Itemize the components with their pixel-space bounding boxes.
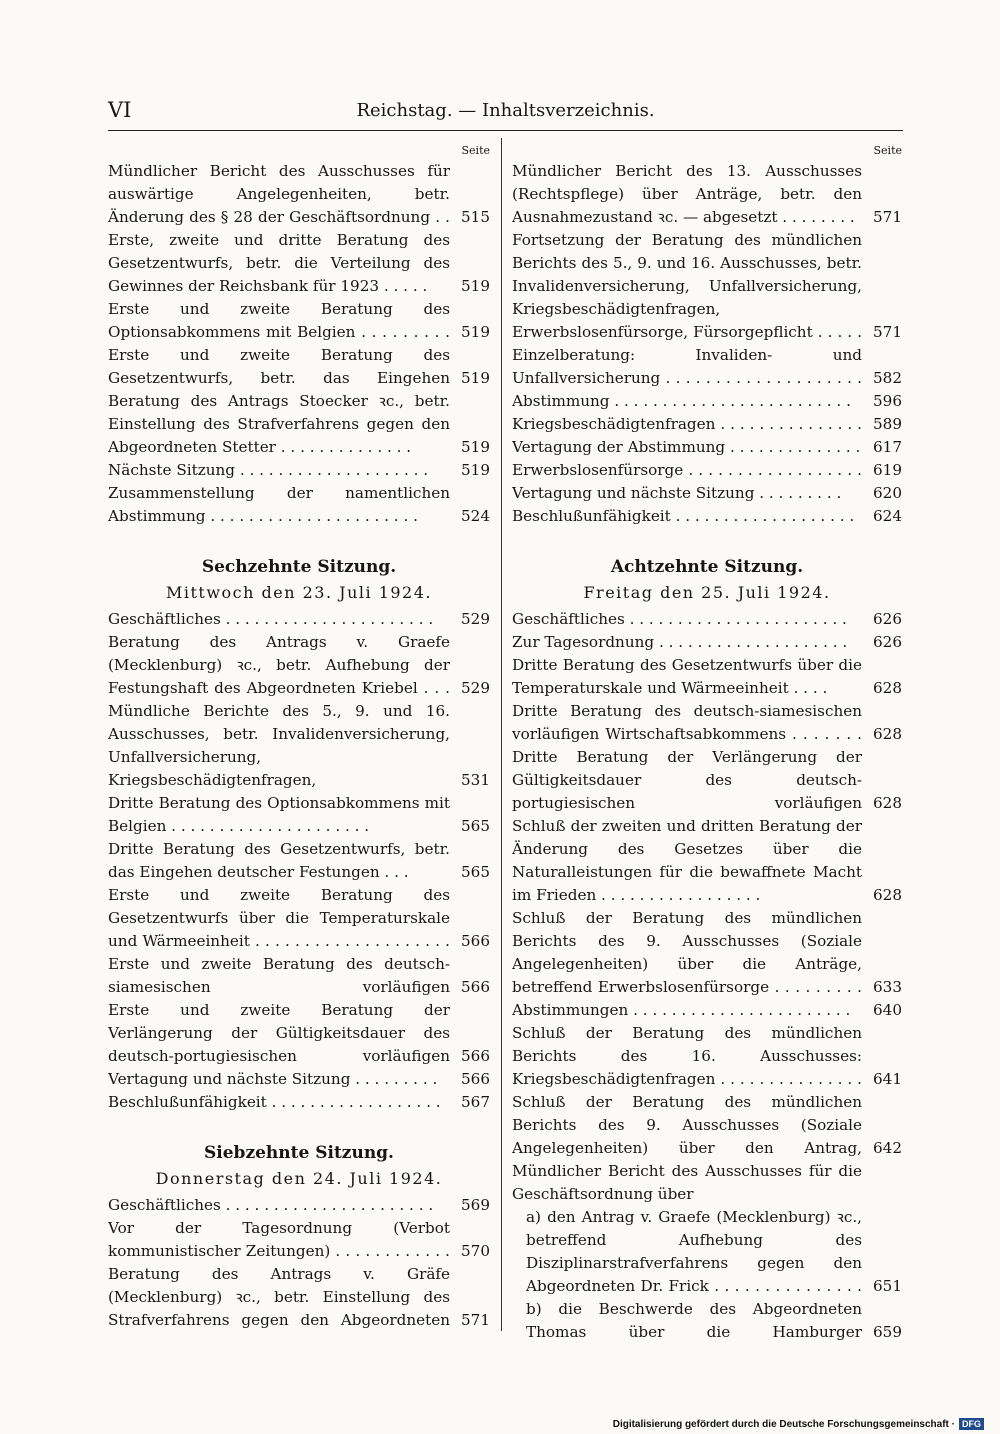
page-ref: 589 xyxy=(873,415,902,433)
page-ref: 565 xyxy=(461,817,490,835)
toc-entry xyxy=(512,631,902,654)
running-title: Reichstag. — Inhaltsverzeichnis. xyxy=(356,100,655,121)
entry-title: Erste und zweite Beratung des Gesetzentwurfs, betr. das Eingehen xyxy=(108,346,450,387)
page-ref: 620 xyxy=(873,484,902,502)
page-ref: 566 xyxy=(461,932,490,950)
page-ref: 619 xyxy=(873,461,902,479)
session-title: Siebzehnte Sitzung. xyxy=(204,1143,394,1163)
toc-entry xyxy=(108,838,490,884)
entry-title: Schluß der Beratung des mündlichen Berichts des 9. Ausschusses (Soziale Angelegenheiten) über die Anträge, betreffend Erwerbslosenfürsorge . . . . . . . . . xyxy=(512,909,862,996)
toc-entry xyxy=(108,631,490,700)
entry-title: Schluß der Beratung des mündlichen Berichts des 9. Ausschusses (Soziale Angelegenheiten) über den Antrag, xyxy=(512,1093,862,1157)
entry-text xyxy=(512,390,862,413)
toc-entry xyxy=(512,700,902,746)
page-ref: 566 xyxy=(461,1070,490,1088)
toc-entry xyxy=(512,1206,902,1298)
entry-title: Erste und zweite Beratung der Verlängerung der Gültigkeitsdauer des deutsch-portugiesischen vorläufigen xyxy=(108,1001,450,1065)
page-ref: 626 xyxy=(873,633,902,651)
toc-entry xyxy=(512,160,902,229)
entry-title: Erste und zweite Beratung des deutsch-siamesischen vorläufigen xyxy=(108,955,450,996)
entry-title: Vertagung und nächste Sitzung . . . . . . . . . xyxy=(512,484,842,502)
entry-text xyxy=(108,884,450,953)
entry-title: Dritte Beratung des Gesetzentwurfs, betr. das Eingehen deutscher Festungen . . . xyxy=(108,840,450,881)
page-ref: 642 xyxy=(873,1139,902,1157)
entry-text xyxy=(512,746,862,815)
section-gap xyxy=(108,528,490,554)
entry-title: Beratung des Antrags v. Gräfe (Mecklenburg) ꝛc., betr. Einstellung des Strafverfahrens gegen den Abgeordneten xyxy=(108,1265,450,1329)
right-column xyxy=(512,142,902,1344)
toc-entry xyxy=(512,344,902,390)
entry-title: Erste und zweite Beratung des Optionsabkommens mit Belgien . . . . . . . . . xyxy=(108,300,450,341)
entry-text xyxy=(108,631,450,700)
toc-entry xyxy=(108,298,490,344)
page-ref: 628 xyxy=(873,679,902,697)
toc-entry xyxy=(108,953,490,999)
entry-title: den Antrag v. Graefe (Mecklenburg) ꝛc., betreffend Aufhebung des Disziplinarstrafverfahrens gegen den Abgeordneten Dr. Frick . . . . . . . . . . . . . . . xyxy=(526,1208,862,1295)
column-divider xyxy=(501,138,502,1331)
toc-entry xyxy=(512,999,902,1022)
entry-title: Dritte Beratung des deutsch-siamesischen vorläufigen Wirtschaftsabkommens . . . . . . . xyxy=(512,702,862,743)
entry-text xyxy=(512,815,862,907)
page-ref: 531 xyxy=(461,771,490,789)
page-ref: 596 xyxy=(873,392,902,410)
page-ref: 566 xyxy=(461,978,490,996)
entry-text xyxy=(512,700,862,746)
entry-text xyxy=(108,229,450,298)
entry-title: die Beschwerde des Abgeordneten Thomas über die Hamburger xyxy=(526,1300,862,1341)
entry-text xyxy=(512,907,862,999)
entry-title: Schluß der zweiten und dritten Beratung der Änderung des Gesetzes über die Naturalleistungen für die bewaffnete Macht im Frieden . . . . . . . . . . . . . . . . . xyxy=(512,817,862,904)
entry-title: Vertagung der Abstimmung . . . . . . . . . . . . . . xyxy=(512,438,861,456)
entry-text xyxy=(512,654,862,700)
header-rule xyxy=(108,130,903,131)
page-ref: 659 xyxy=(873,1323,902,1341)
toc-entry xyxy=(108,482,490,528)
entry-title: Beratung des Antrags v. Graefe (Mecklenburg) ꝛc., betr. Aufhebung der Festungshaft des Abgeordneten Kriebel . . . xyxy=(108,633,450,697)
entry-text xyxy=(108,1217,450,1263)
page-ref: 628 xyxy=(873,725,902,743)
page-ref: 626 xyxy=(873,610,902,628)
entry-text xyxy=(108,1263,450,1332)
entry-text xyxy=(108,1194,450,1217)
toc-entry xyxy=(512,608,902,631)
session-title: Achtzehnte Sitzung. xyxy=(610,557,804,577)
entry-text xyxy=(108,160,450,229)
page-ref: 519 xyxy=(461,323,490,341)
toc-entry xyxy=(108,608,490,631)
page-header xyxy=(108,98,903,128)
entry-title: Geschäftliches . . . . . . . . . . . . . . . . . . . . . . xyxy=(108,1196,434,1214)
page-ref: 519 xyxy=(461,461,490,479)
entry-text xyxy=(108,298,450,344)
entry-title: Beschlußunfähigkeit . . . . . . . . . . . . . . . . . . . xyxy=(512,507,855,525)
page-ref: 628 xyxy=(873,886,902,904)
entry-text xyxy=(512,1091,862,1160)
entry-title: Geschäftliches . . . . . . . . . . . . . . . . . . . . . . . xyxy=(512,610,847,628)
toc-entry xyxy=(512,1091,902,1160)
page-ref: 617 xyxy=(873,438,902,456)
page-ref: 524 xyxy=(461,507,490,525)
toc-entry xyxy=(512,1298,902,1344)
toc-entry xyxy=(108,344,490,390)
page-ref: 571 xyxy=(461,1311,490,1329)
entry-text xyxy=(108,344,450,390)
toc-entry xyxy=(512,1022,902,1091)
page-ref: 569 xyxy=(461,1196,490,1214)
session-date: Mittwoch den 23. Juli 1924. xyxy=(165,583,432,602)
toc-entry xyxy=(108,160,490,229)
entry-title: Zusammenstellung der namentlichen Abstimmung . . . . . . . . . . . . . . . . . . . . . . xyxy=(108,484,450,525)
toc-entry xyxy=(512,815,902,907)
entry-title: Erste, zweite und dritte Beratung des Gesetzentwurfs, betr. die Verteilung des Gewinnes der Reichsbank für 1923 . . . . . xyxy=(108,231,450,295)
entry-text xyxy=(108,999,450,1068)
page-ref: 651 xyxy=(873,1277,902,1295)
session-date: Freitag den 25. Juli 1924. xyxy=(583,583,831,602)
entry-label: b) xyxy=(526,1300,559,1318)
entry-text xyxy=(512,344,862,390)
page-ref: 519 xyxy=(461,369,490,387)
entry-text xyxy=(108,1068,450,1091)
toc-entry xyxy=(512,459,902,482)
toc-entry xyxy=(108,700,490,792)
page-ref: 529 xyxy=(461,610,490,628)
toc-entry xyxy=(512,390,902,413)
toc-entry xyxy=(108,1194,490,1217)
toc-entry xyxy=(512,413,902,436)
toc-entry xyxy=(108,390,490,459)
entry-text xyxy=(108,838,450,884)
entry-text xyxy=(512,505,862,528)
entry-title: Geschäftliches . . . . . . . . . . . . . . . . . . . . . . xyxy=(108,610,434,628)
entry-title: Kriegsbeschädigtenfragen . . . . . . . . . . . . . . . xyxy=(512,415,862,433)
entry-title: Vor der Tagesordnung (Verbot kommunistischer Zeitungen) . . . . . . . . . . . . xyxy=(108,1219,450,1260)
toc-entry xyxy=(108,459,490,482)
session-date: Donnerstag den 24. Juli 1924. xyxy=(155,1169,443,1188)
toc-entry xyxy=(108,1068,490,1091)
entry-title: Mündlicher Bericht des Ausschusses für die Geschäftsordnung über xyxy=(512,1162,862,1203)
entry-title: Dritte Beratung des Gesetzentwurfs über die Temperaturskale und Wärmeeinheit . . . . xyxy=(512,656,862,697)
entry-title: Erste und zweite Beratung des Gesetzentwurfs über die Temperaturskale und Wärmeeinheit . . . . . . . . . . . . . . . . . . . . xyxy=(108,886,450,950)
entry-text xyxy=(512,160,862,229)
entry-text xyxy=(108,700,450,792)
toc-entry xyxy=(108,1263,490,1332)
entry-text xyxy=(108,482,450,528)
toc-entry xyxy=(108,1217,490,1263)
entry-text xyxy=(108,459,450,482)
entry-text xyxy=(108,608,450,631)
entry-title: Zur Tagesordnung . . . . . . . . . . . . . . . . . . . . xyxy=(512,633,848,651)
entry-title: Abstimmung . . . . . . . . . . . . . . . . . . . . . . . . . xyxy=(512,392,851,410)
entry-text xyxy=(512,608,862,631)
entry-title: Fortsetzung der Beratung des mündlichen Berichts des 5., 9. und 16. Ausschusses, betr. Invalidenversicherung, Unfallversicherung, Kriegsbeschädigtenfragen, Erwerbslosenfürsorge, Fürsorgepflicht . . . . . xyxy=(512,231,862,341)
toc-entry xyxy=(108,229,490,298)
entry-title: Mündlicher Bericht des Ausschusses für auswärtige Angelegenheiten, betr. Änderung des § 28 der Geschäftsordnung . . xyxy=(108,162,450,226)
toc-entry xyxy=(108,999,490,1068)
entry-text xyxy=(512,1160,862,1206)
entry-title: Beratung des Antrags Stoecker ꝛc., betr. Einstellung des Strafverfahrens gegen den Abgeordneten Stetter . . . . . . . . . . . . . . xyxy=(108,392,450,456)
page-ref: 529 xyxy=(461,679,490,697)
left-column xyxy=(108,142,490,1332)
seite-label: Seite xyxy=(873,144,902,157)
entry-text xyxy=(512,459,862,482)
page-ref: 640 xyxy=(873,1001,902,1019)
toc-entry xyxy=(512,654,902,700)
section-gap xyxy=(108,1114,490,1140)
seite-label: Seite xyxy=(461,144,490,157)
footer-credit xyxy=(613,1418,984,1430)
entry-text xyxy=(512,631,862,654)
entry-text xyxy=(108,1091,450,1114)
entry-title: Vertagung und nächste Sitzung . . . . . . . . . xyxy=(108,1070,438,1088)
footer-text: Digitalisierung gefördert durch die Deutsche Forschungsgemeinschaft · xyxy=(612,1418,955,1430)
entry-text xyxy=(512,229,862,344)
toc-entry xyxy=(512,907,902,999)
entry-title: Abstimmungen . . . . . . . . . . . . . . . . . . . . . . . xyxy=(512,1001,851,1019)
entry-text xyxy=(512,999,862,1022)
toc-entry xyxy=(512,229,902,344)
entry-title: Mündliche Berichte des 5., 9. und 16. Ausschusses, betr. Invalidenversicherung, Unfallversicherung, Kriegsbeschädigtenfragen, xyxy=(108,702,450,789)
page-ref: 565 xyxy=(461,863,490,881)
entry-text xyxy=(512,1022,862,1091)
entry-title: Mündlicher Bericht des 13. Ausschusses (Rechtspflege) über Anträge, betr. den Ausnahmezustand ꝛc. — abgesetzt . . . . . . . . xyxy=(512,162,862,226)
entry-text xyxy=(512,482,862,505)
page-ref: 519 xyxy=(461,438,490,456)
page-ref: 566 xyxy=(461,1047,490,1065)
toc-entry xyxy=(108,1091,490,1114)
toc-entry xyxy=(108,884,490,953)
page-ref: 628 xyxy=(873,794,902,812)
page-ref: 624 xyxy=(873,507,902,525)
entry-text xyxy=(108,390,450,459)
session-title: Sechzehnte Sitzung. xyxy=(201,557,397,577)
entry-title: Nächste Sitzung . . . . . . . . . . . . . . . . . . . . xyxy=(108,461,429,479)
page-number: VI xyxy=(108,98,132,122)
entry-text xyxy=(512,413,862,436)
entry-title: Erwerbslosenfürsorge . . . . . . . . . . . . . . . . . . xyxy=(512,461,862,479)
entry-text xyxy=(108,953,450,999)
section-gap xyxy=(512,528,902,554)
page-ref: 571 xyxy=(873,323,902,341)
entry-title: Dritte Beratung des Optionsabkommens mit Belgien . . . . . . . . . . . . . . . . . . . . . xyxy=(108,794,450,835)
toc-entry xyxy=(512,482,902,505)
page-ref: 641 xyxy=(873,1070,902,1088)
entry-text xyxy=(526,1298,862,1344)
toc-entry xyxy=(512,746,902,815)
toc-entry xyxy=(512,436,902,459)
page-ref: 515 xyxy=(461,208,490,226)
page-ref: 519 xyxy=(461,277,490,295)
entry-title: Einzelberatung: Invaliden- und Unfallversicherung . . . . . . . . . . . . . . . . . . . . xyxy=(512,346,862,387)
entry-text xyxy=(108,792,450,838)
entry-text xyxy=(512,436,862,459)
toc-entry xyxy=(108,792,490,838)
entry-title: Dritte Beratung der Verlängerung der Gültigkeitsdauer des deutsch-portugiesischen vorläufigen xyxy=(512,748,862,812)
toc-entry xyxy=(512,1160,902,1206)
dfg-logo: DFG xyxy=(959,1418,984,1430)
page-ref: 633 xyxy=(873,978,902,996)
entry-text xyxy=(526,1206,862,1298)
entry-title: Schluß der Beratung des mündlichen Berichts des 16. Ausschusses: Kriegsbeschädigtenfragen . . . . . . . . . . . . . . . xyxy=(512,1024,862,1088)
page-ref: 567 xyxy=(461,1093,490,1111)
page-ref: 582 xyxy=(873,369,902,387)
page-ref: 571 xyxy=(873,208,902,226)
toc-entry xyxy=(512,505,902,528)
entry-title: Beschlußunfähigkeit . . . . . . . . . . . . . . . . . . xyxy=(108,1093,441,1111)
entry-label: a) xyxy=(526,1208,548,1226)
page-ref: 570 xyxy=(461,1242,490,1260)
